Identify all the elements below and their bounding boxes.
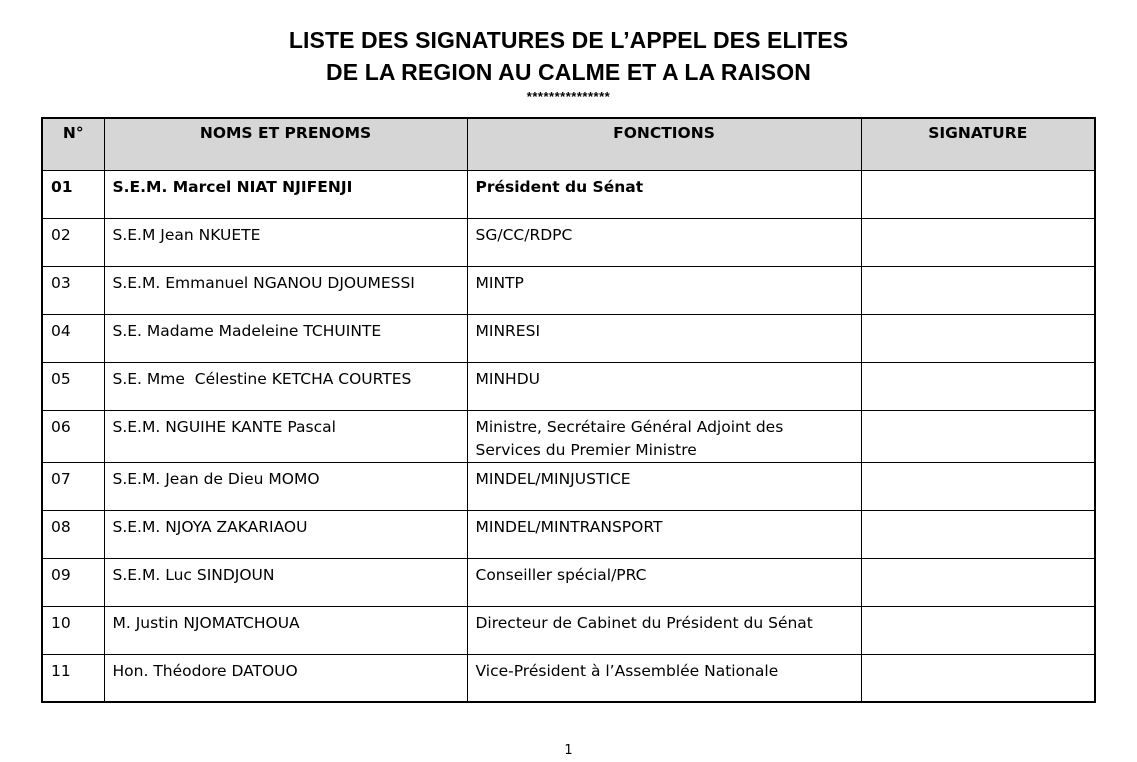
header-signature: SIGNATURE	[861, 118, 1095, 170]
row-number: 05	[42, 362, 104, 410]
row-number: 04	[42, 314, 104, 362]
table-row	[42, 558, 1095, 606]
row-name: S.E.M. NJOYA ZAKARIAOU	[104, 510, 467, 558]
row-name: S.E.M Jean NKUETE	[104, 218, 467, 266]
row-function: MINDEL/MINTRANSPORT	[467, 510, 861, 558]
document-title-line-1: LISTE DES SIGNATURES DE L’APPEL DES ELITES	[288, 27, 849, 53]
row-signature	[861, 654, 1095, 702]
row-name: S.E. Mme Célestine KETCHA COURTES	[104, 362, 467, 410]
table-row	[42, 170, 1095, 218]
header-names: NOMS ET PRENOMS	[104, 118, 467, 170]
row-signature	[861, 362, 1095, 410]
signature-table	[41, 117, 1096, 703]
row-signature	[861, 314, 1095, 362]
row-name: S.E.M. Luc SINDJOUN	[104, 558, 467, 606]
table-row	[42, 462, 1095, 510]
row-function: MINRESI	[467, 314, 861, 362]
row-name: Hon. Théodore DATOUO	[104, 654, 467, 702]
row-number: 07	[42, 462, 104, 510]
table-row	[42, 314, 1095, 362]
row-signature	[861, 462, 1095, 510]
row-number: 03	[42, 266, 104, 314]
row-signature	[861, 170, 1095, 218]
header-functions: FONCTIONS	[467, 118, 861, 170]
row-name: M. Justin NJOMATCHOUA	[104, 606, 467, 654]
row-signature	[861, 410, 1095, 462]
row-number: 09	[42, 558, 104, 606]
row-function: Directeur de Cabinet du Président du Sénat	[467, 606, 861, 654]
row-function: Conseiller spécial/PRC	[467, 558, 861, 606]
header-number: N°	[42, 118, 104, 170]
row-number: 06	[42, 410, 104, 462]
table-row	[42, 510, 1095, 558]
row-number: 10	[42, 606, 104, 654]
row-number: 11	[42, 654, 104, 702]
row-name: S.E.M. Emmanuel NGANOU DJOUMESSI	[104, 266, 467, 314]
page-number: 1	[564, 743, 573, 758]
title-separator: ***************	[526, 89, 611, 104]
row-signature	[861, 558, 1095, 606]
row-number: 08	[42, 510, 104, 558]
row-signature	[861, 606, 1095, 654]
row-number: 02	[42, 218, 104, 266]
row-number: 01	[42, 170, 104, 218]
row-function: Président du Sénat	[467, 170, 861, 218]
row-signature	[861, 218, 1095, 266]
row-name: S.E. Madame Madeleine TCHUINTE	[104, 314, 467, 362]
row-function: Vice-Président à l’Assemblée Nationale	[467, 654, 861, 702]
row-function: MINDEL/MINJUSTICE	[467, 462, 861, 510]
row-name: S.E.M. NGUIHE KANTE Pascal	[104, 410, 467, 462]
row-name: S.E.M. Marcel NIAT NJIFENJI	[104, 170, 467, 218]
row-name: S.E.M. Jean de Dieu MOMO	[104, 462, 467, 510]
table-row	[42, 654, 1095, 702]
row-function: Ministre, Secrétaire Général Adjoint des Services du Premier Ministre	[467, 410, 861, 462]
table-row	[42, 266, 1095, 314]
table-row	[42, 606, 1095, 654]
row-signature	[861, 266, 1095, 314]
row-function: MINHDU	[467, 362, 861, 410]
document-title-line-2: DE LA REGION AU CALME ET A LA RAISON	[326, 59, 811, 85]
table-row	[42, 410, 1095, 462]
table-header-row	[42, 118, 1095, 170]
table-row	[42, 362, 1095, 410]
table-row	[42, 218, 1095, 266]
row-function: SG/CC/RDPC	[467, 218, 861, 266]
row-function: MINTP	[467, 266, 861, 314]
row-signature	[861, 510, 1095, 558]
